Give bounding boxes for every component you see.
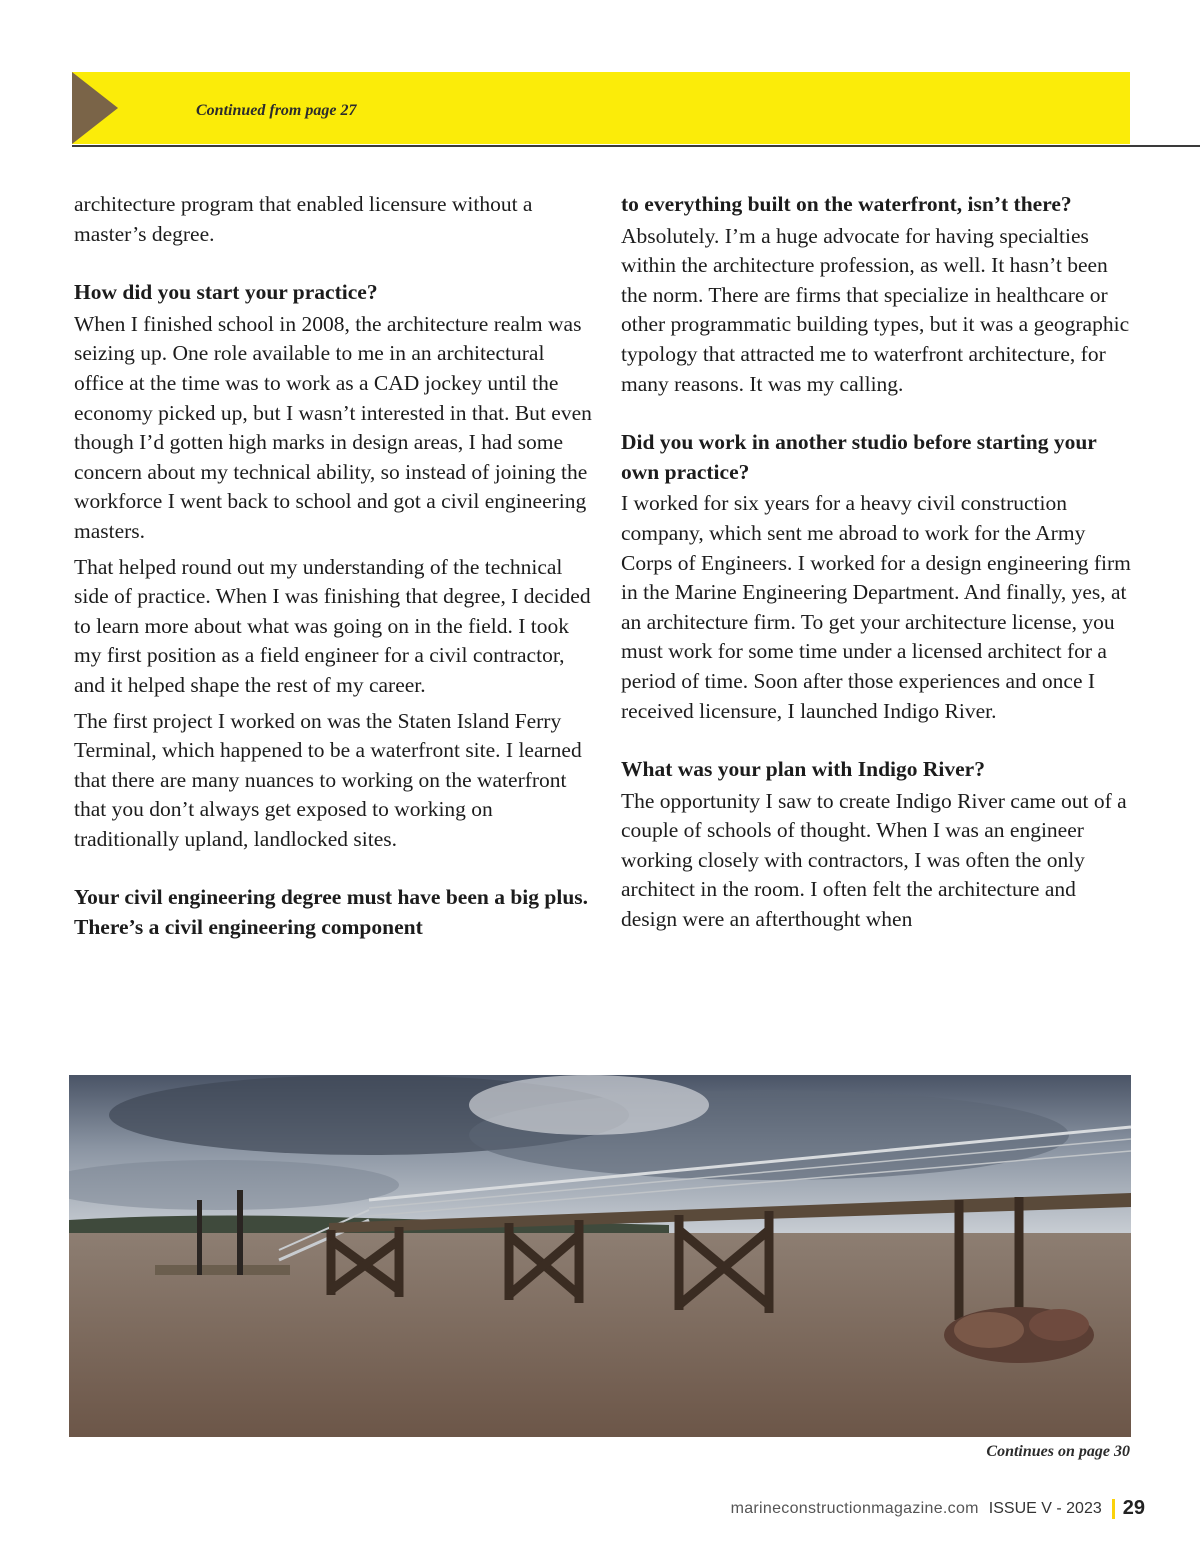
pier-photo [69, 1075, 1131, 1437]
continues-on-text: Continues on page 30 [986, 1443, 1130, 1460]
left-column [74, 190, 594, 945]
footer-divider [1112, 1499, 1115, 1519]
footer-site: marineconstructionmagazine.com [730, 1499, 979, 1517]
paragraph: The opportunity I saw to create Indigo River came out of a couple of schools of thought. When I was an engineer working closely with contractors, I was often the only architect in the room. I often felt the architecture and design were an afterthought when [621, 788, 1127, 932]
header-rule [72, 145, 1200, 147]
page-number: 29 [1122, 1497, 1145, 1519]
header-banner [72, 72, 1130, 144]
paragraph: When I finished school in 2008, the architecture realm was seizing up. One role available to me in an architectural office at the time was to work as a CAD jockey until the economy picked up, but I wasn’t interested in that. But even though I’d gotten high marks in design areas, I had some concern about my technical ability, so instead of joining the workforce I went back to school and got a civil engineering masters. [74, 311, 592, 543]
continued-from-text: Continued from page 27 [196, 102, 357, 119]
question-heading: Your civil engineering degree must have been a big plus. There’s a civil engineering component [74, 885, 589, 940]
paragraph: The first project I worked on was the Staten Island Ferry Terminal, which happened to be a waterfront site. I learned that there are many nuances to working on the waterfront that you don’t always get exposed to working on traditionally upland, landlocked sites. [74, 708, 582, 851]
right-column [621, 190, 1136, 941]
pier-illustration [69, 1075, 1131, 1437]
question-heading: How did you start your practice? [74, 280, 378, 305]
footer-issue: ISSUE V - 2023 [988, 1499, 1102, 1517]
paragraph: I worked for six years for a heavy civil construction company, which sent me abroad to work for the Army Corps of Engineers. I worked for a design engineering firm in the Marine Engineering Department. And finally, yes, at an architecture firm. To get your architecture license, you must work for some time under a licensed architect for a period of time. Soon after those experiences and once I received licensure, I launched Indigo River. [621, 491, 1131, 723]
paragraph: architecture program that enabled licensure without a master’s degree. [74, 192, 533, 246]
paragraph: Absolutely. I’m a huge advocate for having specialties within the architecture profession, as well. It hasn’t been the norm. There are firms that specialize in healthcare or other programmatic building types, but it was a geographic typology that attracted me to waterfront architecture, for many reasons. It was my calling. [621, 223, 1130, 396]
question-heading: What was your plan with Indigo River? [621, 757, 985, 782]
question-heading: Did you work in another studio before starting your own practice? [621, 430, 1097, 484]
paragraph: That helped round out my understanding of the technical side of practice. When I was finishing that degree, I decided to learn more about what was going on in the field. I took my first position as a field engineer for a civil contractor, and it helped shape the rest of my career. [74, 554, 591, 697]
question-heading: to everything built on the waterfront, isn’t there? [621, 192, 1072, 216]
banner-arrow-icon [72, 72, 118, 144]
page-footer [731, 1497, 1145, 1520]
